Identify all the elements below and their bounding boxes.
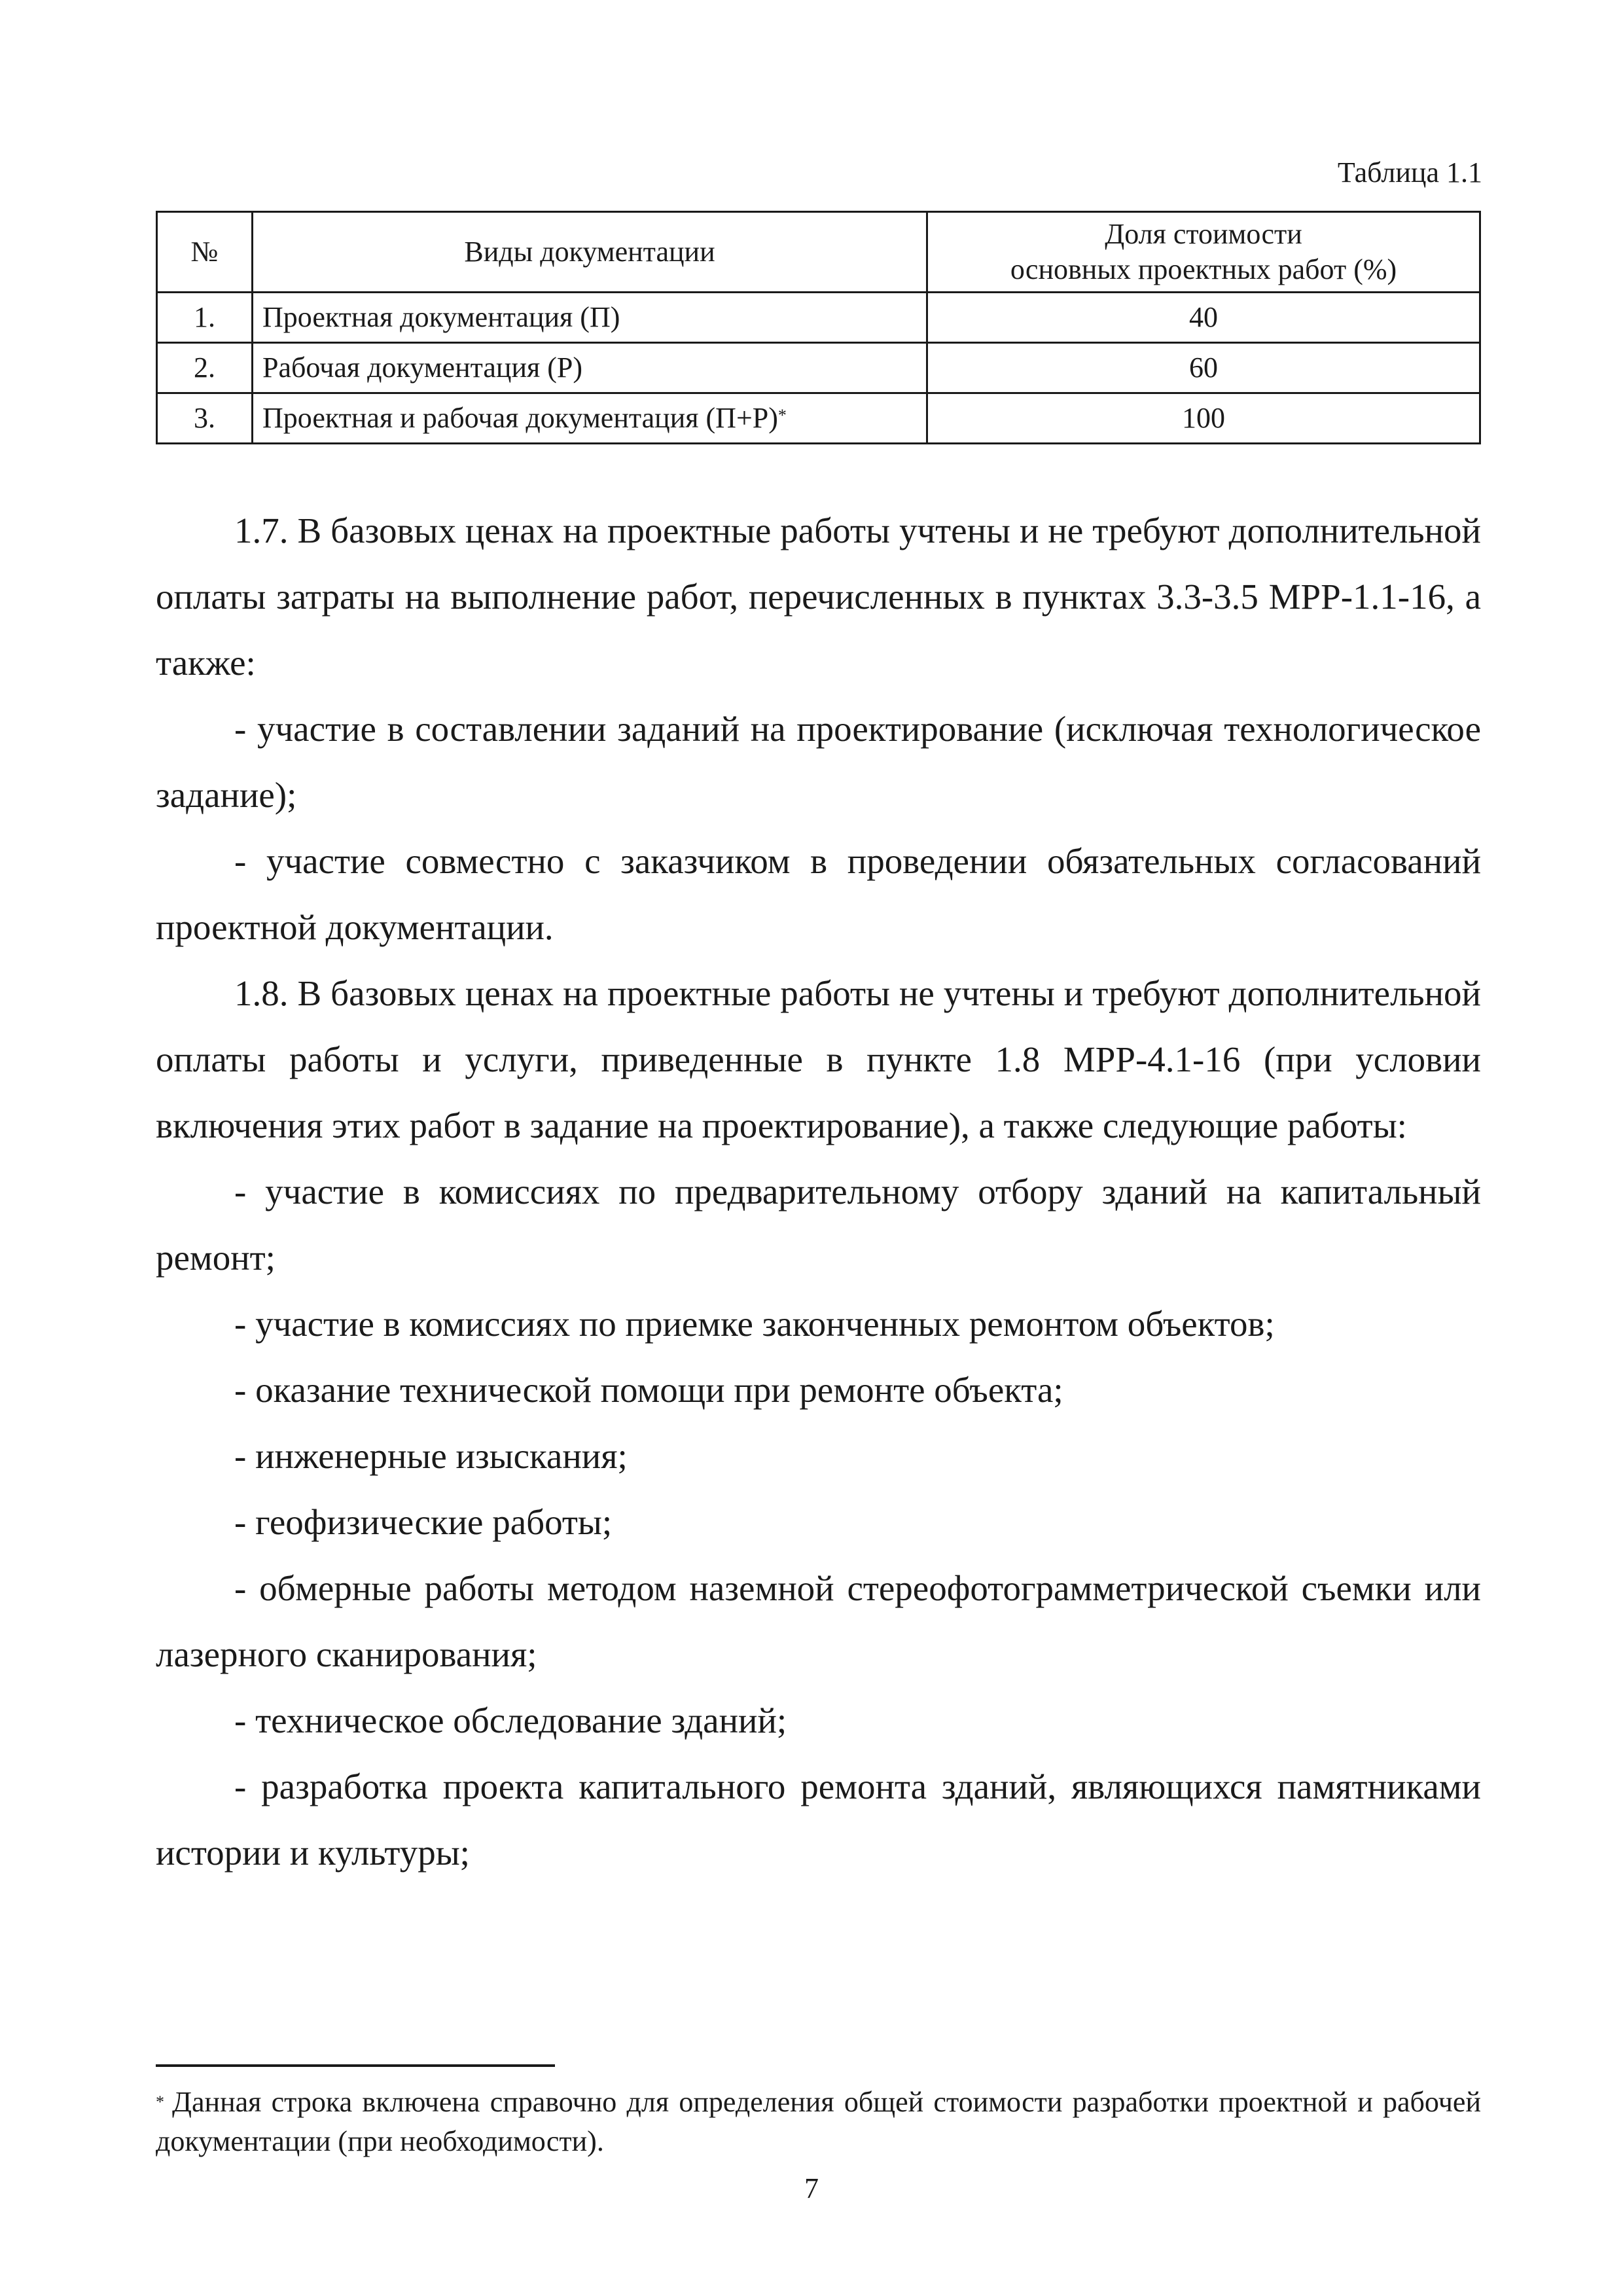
footnote-separator <box>156 2064 555 2067</box>
body-text <box>156 497 1481 1886</box>
list-item: - разработка проекта капитального ремонта зданий, являющихся памятниками истории и культуры; <box>156 1767 1481 1873</box>
header-cost-share <box>927 212 1480 293</box>
table-row <box>157 343 1480 393</box>
row-documentation-kind-text: Проектная и рабочая документация (П+Р) <box>262 402 778 434</box>
list-item: - участие совместно с заказчиком в проведении обязательных согласований проектной документации. <box>156 841 1481 947</box>
row-number: 1. <box>157 293 253 343</box>
row-cost-share: 40 <box>927 293 1480 343</box>
list-item: - обмерные работы методом наземной стереофотограмметрической съемки или лазерного сканирования; <box>156 1568 1481 1674</box>
page-number: 7 <box>804 2172 819 2204</box>
row-cost-share: 100 <box>927 393 1480 444</box>
header-cost-share-line1: Доля стоимости <box>1105 218 1302 250</box>
list-item: - участие в составлении заданий на проектирование (исключая технологическое задание); <box>156 709 1481 815</box>
paragraph-1-8: 1.8. В базовых ценах на проектные работы не учтены и требуют дополнительной оплаты работы и услуги, приведенные в пункте 1.8 МРР-4.1-16 (при условии включения этих работ в задание на проектирование), а также следующие работы: <box>156 973 1481 1145</box>
header-cost-share-line2: основных проектных работ (%) <box>1010 253 1397 285</box>
table-caption: Таблица 1.1 <box>1337 156 1482 188</box>
documentation-share-table <box>156 211 1481 444</box>
header-documentation-kind: Виды документации <box>253 212 927 293</box>
table-header-row <box>157 212 1480 293</box>
row-number: 3. <box>157 393 253 444</box>
list-item: - участие в комиссиях по предварительному отбору зданий на капитальный ремонт; <box>156 1172 1481 1278</box>
list-item: - инженерные изыскания; <box>234 1436 628 1476</box>
table-row <box>157 293 1480 343</box>
row-number: 2. <box>157 343 253 393</box>
row-cost-share: 60 <box>927 343 1480 393</box>
row-documentation-kind: Рабочая документация (Р) <box>253 343 927 393</box>
paragraph-1-7: 1.7. В базовых ценах на проектные работы учтены и не требуют дополнительной оплаты затраты на выполнение работ, перечисленных в пунктах 3.3-3.5 МРР-1.1-16, а также: <box>156 511 1481 683</box>
footnote-reference: * <box>777 406 787 425</box>
header-number: № <box>157 212 253 293</box>
list-item: - оказание технической помощи при ремонте объекта; <box>234 1370 1063 1410</box>
table-row <box>157 393 1480 444</box>
footnote-mark: * <box>156 2092 164 2111</box>
footnote <box>156 2083 1481 2161</box>
list-item: - техническое обследование зданий; <box>234 1700 787 1740</box>
row-documentation-kind: Проектная документация (П) <box>253 293 927 343</box>
list-item: - геофизические работы; <box>234 1502 613 1542</box>
footnote-text: Данная строка включена справочно для определения общей стоимости разработки проектной и рабочей документации (при необходимости). <box>156 2086 1481 2157</box>
list-item: - участие в комиссиях по приемке законченных ремонтом объектов; <box>234 1304 1275 1344</box>
row-documentation-kind <box>253 393 927 444</box>
